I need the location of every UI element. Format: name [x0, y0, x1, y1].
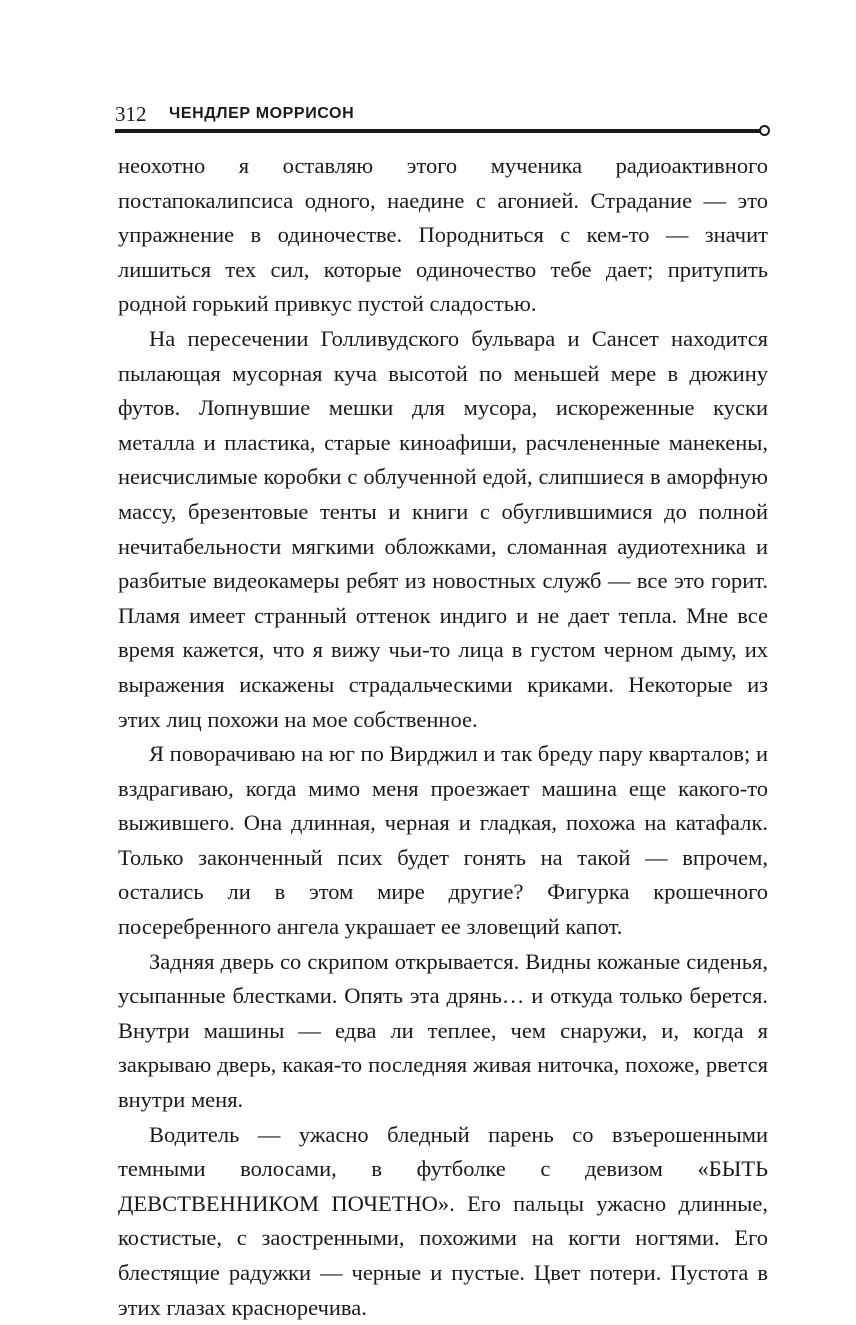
- author-last-name: МОРРИСОН: [255, 105, 355, 122]
- page-number: 312: [115, 102, 147, 126]
- running-head: [115, 100, 770, 140]
- paragraph-1: неохотно я оставляю этого мученика радиоактивного постапокалипсиса одного, наедине с агонией. Страдание — это упражнение в одиночестве. Породниться с кем-то — значит лишиться тех сил, которые одиночество тебе дает; притупить родной горький привкус пустой сладостью.: [118, 153, 768, 317]
- paragraph-3: Я поворачиваю на юг по Вирджил и так бреду пару кварталов; и вздрагиваю, когда мимо меня проезжает машина еще какого-то выжившего. Она длинная, черная и гладкая, похожа на катафалк. Только законченный псих будет гонять на такой — впрочем, остались ли в этом мире другие? Фигурка крошечного посеребренного ангела украшает ее зловещий капот.: [118, 741, 768, 940]
- paragraph-4: Задняя дверь со скрипом открывается. Видны кожаные сиденья, усыпанные блестками. Опять эта дрянь… и откуда только берется. Внутри машины — едва ли теплее, чем снаружи, и, когда я закрываю дверь, какая-то последняя живая ниточка, похоже, рвется внутри меня.: [118, 948, 768, 1113]
- body-text: [118, 149, 768, 1325]
- paragraph-5: Водитель — ужасно бледный парень со взъерошенными темными волосами, в футболке с девизом «БЫТЬ ДЕВСТВЕННИКОМ ПОЧЕТНО». Его пальцы ужасно длинные, костистые, с заостренными, похожими на когти ногтями. Его блестящие радужки — черные и пустые. Цвет потери. Пустота в этих глазах красноречива.: [118, 1121, 768, 1320]
- author-first-name: ЧЕНДЛЕР: [169, 105, 251, 122]
- author-name: [169, 103, 354, 125]
- paragraph-2: На пересечении Голливудского бульвара и Сансет находится пылающая мусорная куча высотой по меньшей мере в дюжину футов. Лопнувшие мешки для мусора, искореженные куски металла и пластика, старые киноафиши, расчлененные манекены, неисчислимые коробки с облученной едой, слипшиеся в аморфную массу, брезентовые тенты и книги с обуглившимися до полной нечитабельности мягкими обложками, сломанная аудиотехника и разбитые видеокамеры ребят из новостных служб — все это горит. Пламя имеет странный оттенок индиго и не дает тепла. Мне все время кажется, что я вижу чьи-то лица в густом черном дыму, их выражения искажены страдальческими криками. Некоторые из этих лиц похожи на мое собственное.: [118, 325, 768, 732]
- header-rule-end-dot: [759, 125, 770, 136]
- header-rule: [115, 129, 763, 133]
